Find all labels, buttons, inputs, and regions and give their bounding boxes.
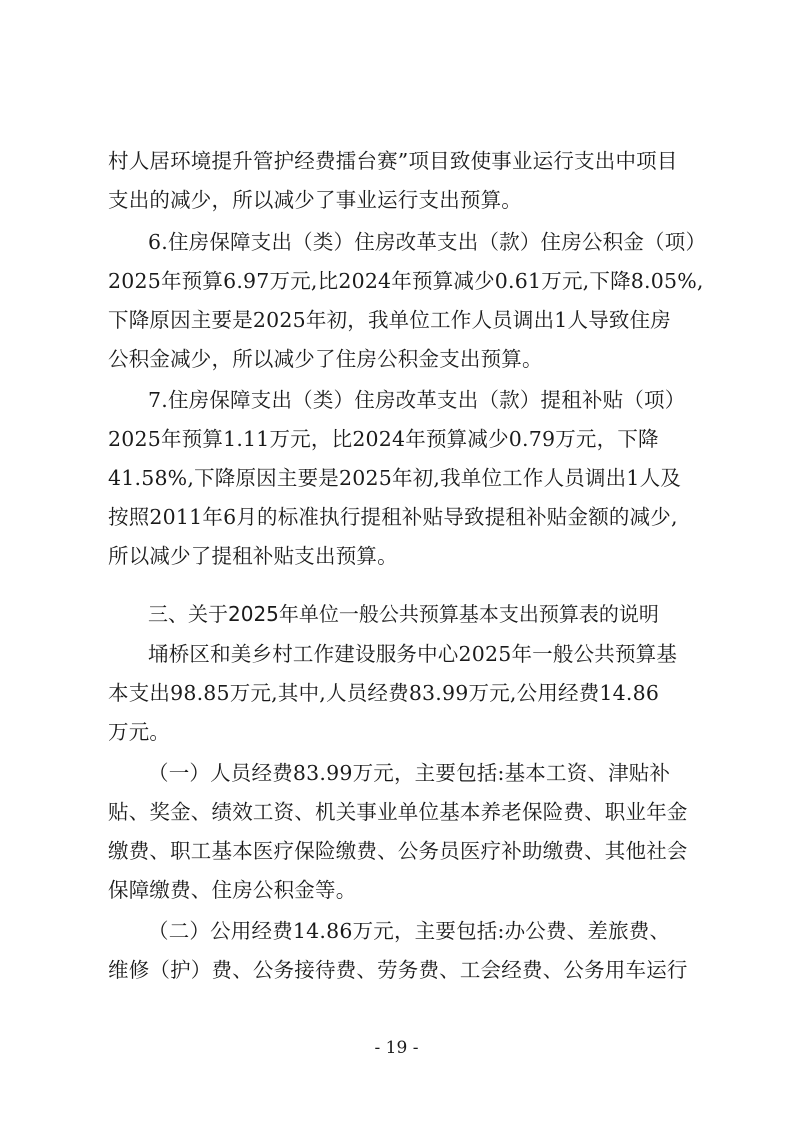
body-text-line: 2025年预算1.11万元，比2024年预算减少0.79万元，下降 bbox=[108, 427, 659, 451]
item-6-heading: 6.住房保障支出（类）住房改革支出（款）住房公积金（项） bbox=[148, 230, 707, 254]
body-text-line: 2025年预算6.97万元,比2024年预算减少0.61万元,下降8.05%, bbox=[108, 269, 704, 293]
body-text-line: 公积金减少，所以减少了住房公积金支出预算。 bbox=[108, 347, 543, 371]
page-number: - 19 - bbox=[374, 1038, 419, 1058]
body-text-line: 保障缴费、住房公积金等。 bbox=[108, 878, 357, 902]
body-text-line: 按照2011年6月的标准执行提租补贴导致提租补贴金额的减少, bbox=[108, 505, 678, 529]
body-text-line: 贴、奖金、绩效工资、机关事业单位基本养老保险费、职业年金 bbox=[108, 800, 688, 824]
body-text-line: 41.58%,下降原因主要是2025年初,我单位工作人员调出1人及 bbox=[108, 466, 682, 490]
body-text-line: 缴费、职工基本医疗保险缴费、公务员医疗补助缴费、其他社会 bbox=[108, 839, 688, 863]
subsection-personnel: （一）人员经费83.99万元，主要包括:基本工资、津贴补 bbox=[148, 761, 671, 785]
body-text-line: 所以减少了提租补贴支出预算。 bbox=[108, 544, 398, 568]
body-text-line: 下降原因主要是2025年初，我单位工作人员调出1人导致住房 bbox=[108, 308, 672, 332]
body-text-line: 村人居环境提升管护经费擂台赛”项目致使事业运行支出中项目 bbox=[108, 149, 678, 173]
body-text-line: 埇桥区和美乡村工作建设服务中心2025年一般公共预算基 bbox=[148, 642, 678, 666]
body-text-line: 支出的减少，所以减少了事业运行支出预算。 bbox=[108, 188, 522, 212]
section-heading: 三、关于2025年单位一般公共预算基本支出预算表的说明 bbox=[148, 602, 659, 626]
subsection-public-expense: （二）公用经费14.86万元，主要包括:办公费、差旅费、 bbox=[148, 919, 671, 943]
body-text-line: 本支出98.85万元,其中,人员经费83.99万元,公用经费14.86 bbox=[108, 681, 660, 705]
body-text-line: 维修（护）费、公务接待费、劳务费、工会经费、公务用车运行 bbox=[108, 958, 688, 982]
item-7-heading: 7.住房保障支出（类）住房改革支出（款）提租补贴（项） bbox=[148, 388, 686, 412]
body-text-line: 万元。 bbox=[108, 720, 171, 744]
